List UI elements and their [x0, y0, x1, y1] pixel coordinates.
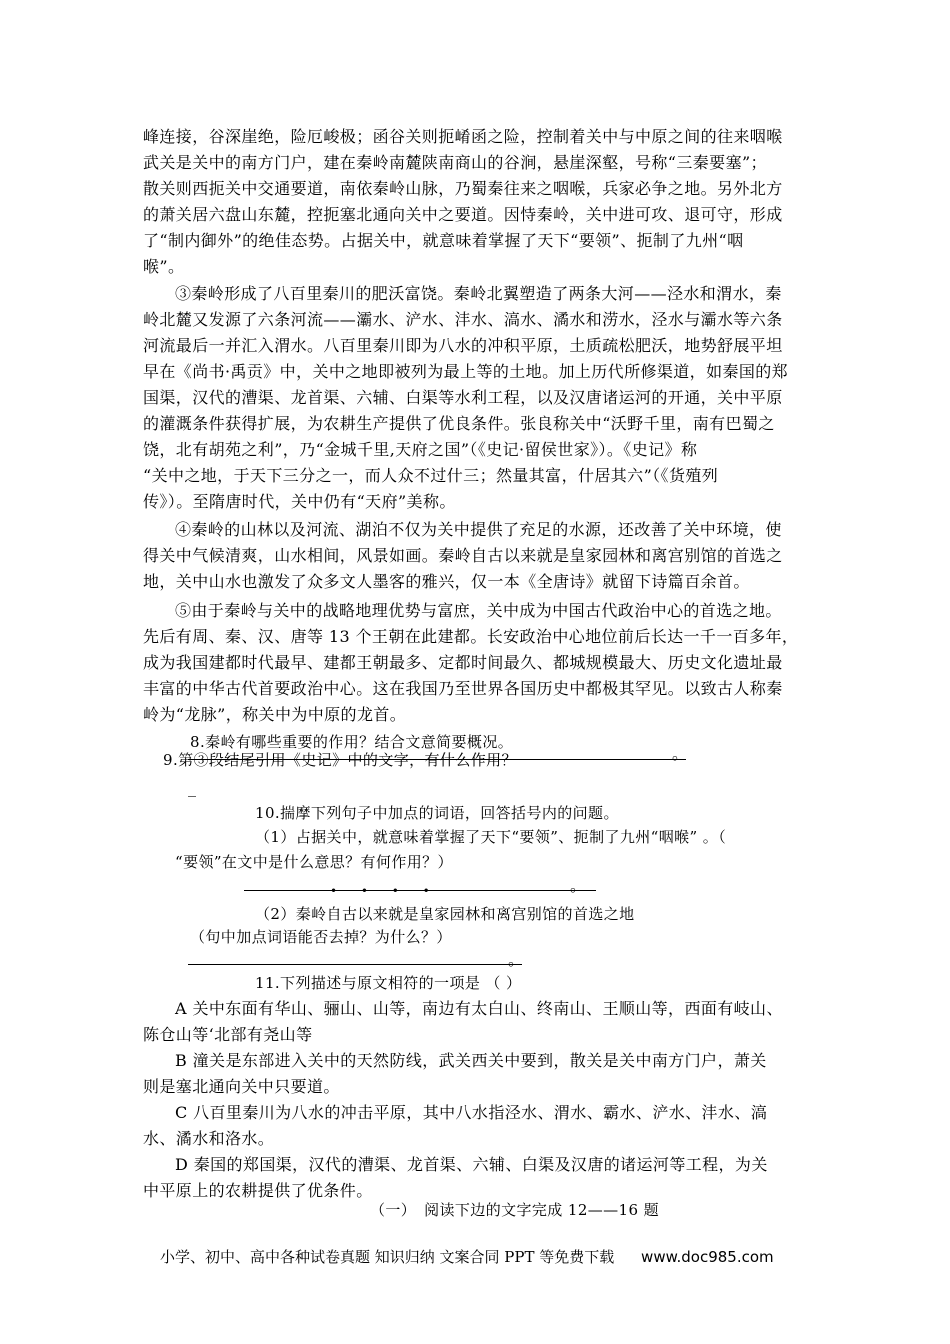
answer-period: 。	[570, 876, 587, 895]
text-line: 传》）。至隋唐时代，关中仍有“天府”美称。	[143, 492, 456, 511]
section-heading: （一） 阅读下边的文字完成 12——16 题	[370, 1201, 660, 1219]
text-line: 国渠，汉代的漕渠、龙首渠、六辅、白渠等水利工程，以及汉唐诸运河的开通，关中平原	[143, 388, 783, 407]
text-line: ⑤由于秦岭与关中的战略地理优势与富庶，关中成为中国古代政治中心的首选之地。	[175, 601, 782, 620]
option-c: C 八百里秦川为八水的冲击平原，其中八水指泾水、渭水、霸水、浐水、沣水、滈	[175, 1103, 768, 1122]
answer-blank-q10-1[interactable]	[244, 890, 596, 891]
text-line: 武关是关中的南方门户，建在秦岭南麓陕南商山的谷涧，悬崖深壑，号称“三秦要塞”；	[143, 153, 767, 172]
text-line: 的萧关居六盘山东麓，控扼塞北通向关中之要道。因恃秦岭，关中进可攻、退可守，形成	[143, 205, 783, 224]
text-line: 早在《尚书·禹贡》中，关中之地即被列为最上等的土地。加上历代所修渠道，如秦国的郑	[143, 362, 789, 381]
question-10: 10.揣摩下列句子中加点的词语，回答括号内的问题。	[255, 804, 619, 822]
emphasis-dots: • • • •	[330, 884, 440, 898]
text-line: 了“制内御外”的绝佳态势。占据关中，就意味着掌握了天下“要领”、扼制了九州“咽	[143, 231, 744, 250]
text-line: 峰连接，谷深崖绝，险厄峻极；函谷关则扼崤函之险，控制着关中与中原之间的往来咽喉	[143, 127, 783, 146]
question-8: 8.秦岭有哪些重要的作用？结合文意简要概况。	[190, 733, 514, 751]
option-b: B 潼关是东部进入关中的天然防线，武关西关中要到，散关是关中南方门户，萧关	[175, 1051, 767, 1070]
footer-url[interactable]: www.doc985.com	[641, 1248, 774, 1266]
text-line: 丰富的中华古代首要政治中心。这在我国乃至世界各国历史中都极其罕见。以致古人称秦	[143, 679, 783, 698]
question-10-item-2-prompt: （句中加点词语能否去掉？为什么？）	[190, 928, 452, 946]
option-a: A 关中东面有华山、骊山、山等，南边有太白山、终南山、王顺山等，西面有岐山、	[175, 999, 783, 1018]
answer-dash-q9[interactable]: _	[188, 778, 196, 797]
question-10-item-2: （2）秦岭自古以来就是皇家园林和离宫别馆的首选之地	[255, 905, 635, 923]
text-line: 河流最后一并汇入渭水。八百里秦川即为八水的冲积平原，土质疏松肥沃，地势舒展平坦	[143, 336, 783, 355]
text-line: 饶，北有胡苑之利”，乃“金城千里,天府之国”（《史记·留侯世家》）。《史记》称	[143, 440, 698, 459]
text-line: “关中之地，于天下三分之一，而人众不过什三；然量其富，什居其六”（《货殖列	[143, 466, 719, 485]
option-a-cont: 陈仓山等‘北部有尧山等	[143, 1025, 313, 1044]
text-line: 散关则西扼关中交通要道，南依秦岭山脉，乃蜀秦往来之咽喉，兵家必争之地。另外北方	[143, 179, 783, 198]
text-line: ④秦岭的山林以及河流、湖泊不仅为关中提供了充足的水源，还改善了关中环境，使	[175, 520, 782, 539]
text-line: 岭北麓又发源了六条河流——灞水、浐水、沣水、滈水、潏水和涝水，泾水与灞水等六条	[143, 310, 783, 329]
question-10-item-1: （1）占据关中，就意味着掌握了天下“要领”、扼制了九州“咽喉” 。（	[255, 828, 727, 846]
text-line: 喉”。	[143, 257, 185, 276]
answer-period: 。	[508, 950, 525, 969]
option-d-cont: 中平原上的农耕提供了优条件。	[143, 1181, 373, 1200]
text-line: 岭为“龙脉”，称关中为中原的龙首。	[143, 705, 407, 724]
footer-text: 小学、初中、高中各种试卷真题 知识归纳 文案合同 PPT 等免费下载	[160, 1248, 615, 1266]
answer-period: 。	[672, 744, 689, 763]
text-line: 先后有周、秦、汉、唐等 13 个王朝在此建都。长安政治中心地位前后长达一千一百多年，	[143, 627, 799, 646]
option-c-cont: 水、潏水和洛水。	[143, 1129, 275, 1148]
option-b-cont: 则是塞北通向关中只要道。	[143, 1077, 340, 1096]
text-line: 的灌溉条件获得扩展，为农耕生产提供了优良条件。张良称关中“沃野千里，南有巴蜀之	[143, 414, 775, 433]
option-d: D 秦国的郑国渠，汉代的漕渠、龙首渠、六辅、白渠及汉唐的诸运河等工程，为关	[175, 1155, 768, 1174]
text-line: 地，关中山水也激发了众多文人墨客的雅兴，仅一本《全唐诗》就留下诗篇百余首。	[143, 572, 750, 591]
footer	[160, 1246, 774, 1267]
question-11: 11.下列描述与原文相符的一项是 （ ）	[255, 974, 522, 992]
question-10-item-1-prompt: “要领”在文中是什么意思？有何作用？）	[175, 853, 453, 871]
answer-blank-q10-2[interactable]	[188, 964, 522, 965]
text-line: ③秦岭形成了八百里秦川的肥沃富饶。秦岭北翼塑造了两条大河——泾水和渭水，秦	[175, 284, 782, 303]
text-line: 得关中气候清爽，山水相间，风景如画。秦岭自古以来就是皇家园林和离宫别馆的首选之	[143, 546, 783, 565]
question-9: 9.第③段结尾引用《史记》中的文字，有什么作用？	[163, 751, 517, 769]
text-line: 成为我国建都时代最早、建都王朝最多、定都时间最久、都城规模最大、历史文化遗址最	[143, 653, 783, 672]
